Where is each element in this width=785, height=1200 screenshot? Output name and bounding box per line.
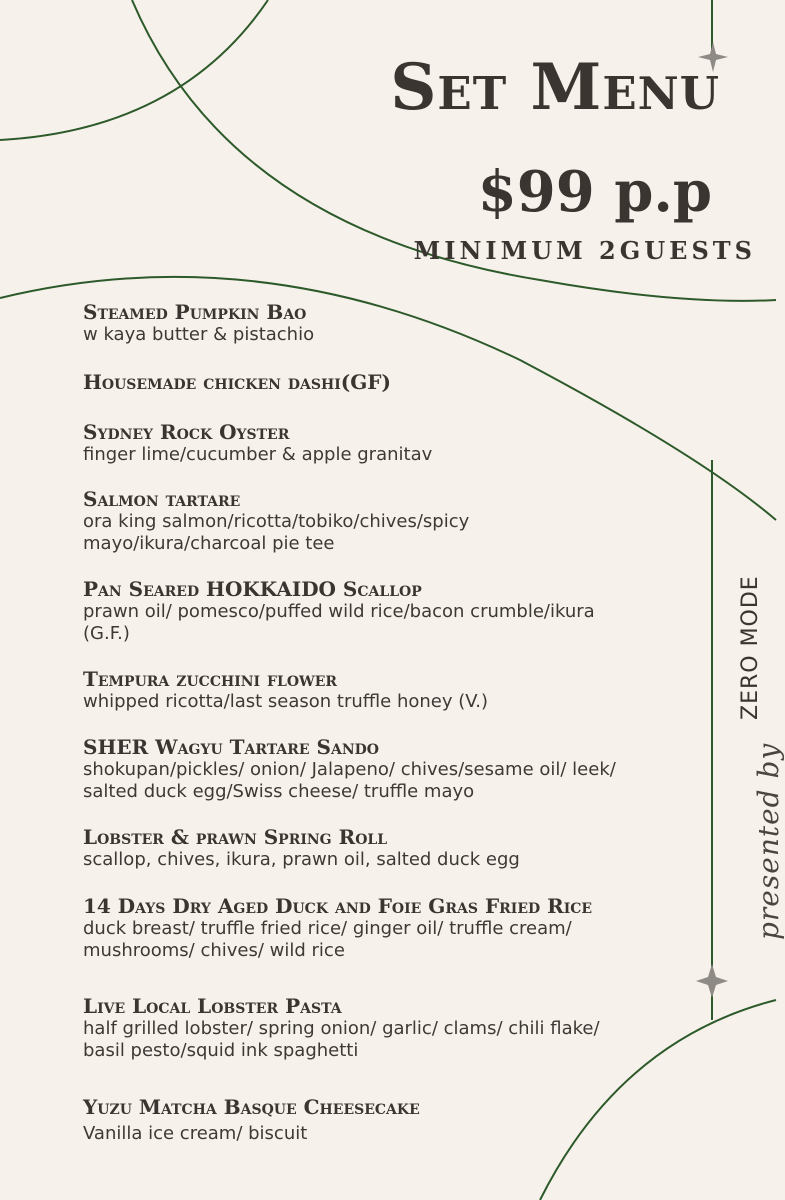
minimum-guests: MINIMUM 2GUESTS [413, 236, 756, 265]
menu-item-desc: prawn oil/ pomesco/puffed wild rice/bacon crumble/ikura (G.F.) [83, 601, 595, 644]
price: $99 p.p [477, 159, 712, 225]
menu-item-name: Live Local Lobster Pasta [83, 994, 342, 1018]
menu-item-desc: Vanilla ice cream/ biscuit [83, 1123, 308, 1144]
menu-item-name: Tempura zucchini flower [83, 667, 338, 691]
menu-item-name: Sydney Rock Oyster [83, 420, 290, 444]
menu-item-desc: half grilled lobster/ spring onion/ garlic/ clams/ chili flake/ basil pesto/squid ink spaghetti [83, 1018, 600, 1061]
menu-item-name: Yuzu Matcha Basque Cheesecake [83, 1095, 420, 1119]
menu-item [83, 667, 703, 713]
menu-item-desc: shokupan/pickles/ onion/ Jalapeno/ chives/sesame oil/ leek/ salted duck egg/Swiss cheese/ truffle mayo [83, 759, 616, 802]
menu-item [83, 420, 703, 466]
menu-item [83, 894, 703, 962]
menu-item [83, 577, 703, 645]
menu-item [83, 370, 703, 394]
vendor-name: ZERO MODE [738, 575, 763, 720]
menu-item [83, 300, 703, 346]
page-title: Set Menu [390, 50, 720, 125]
menu-item-name: Lobster & prawn Spring Roll [83, 825, 388, 849]
menu-item-desc: finger lime/cucumber & apple granitav [83, 444, 433, 465]
menu-item-desc: w kaya butter & pistachio [83, 324, 315, 345]
menu-item-desc: duck breast/ truffle fried rice/ ginger oil/ truffle cream/ mushrooms/ chives/ wild rice [83, 918, 572, 961]
menu-item-name: 14 Days Dry Aged Duck and Foie Gras Fried Rice [83, 894, 593, 918]
menu-item-name: Steamed Pumpkin Bao [83, 300, 307, 324]
presented-by: presented by [752, 742, 785, 940]
menu-item-name: Salmon tartare [83, 487, 241, 511]
menu-item-name: Housemade chicken dashi(GF) [83, 370, 391, 394]
menu-item [83, 1095, 703, 1145]
menu-item [83, 825, 703, 871]
menu-item-desc: scallop, chives, ikura, prawn oil, salted duck egg [83, 849, 520, 870]
menu-item-name: SHER Wagyu Tartare Sando [83, 735, 379, 759]
menu-item-desc: ora king salmon/ricotta/tobiko/chives/spicy mayo/ikura/charcoal pie tee [83, 511, 470, 554]
menu-item-desc: whipped ricotta/last season truffle honey (V.) [83, 691, 489, 712]
menu-item [83, 994, 703, 1062]
menu-item [83, 487, 703, 555]
menu-item-name: Pan Seared HOKKAIDO Scallop [83, 577, 422, 601]
menu-item [83, 735, 703, 803]
